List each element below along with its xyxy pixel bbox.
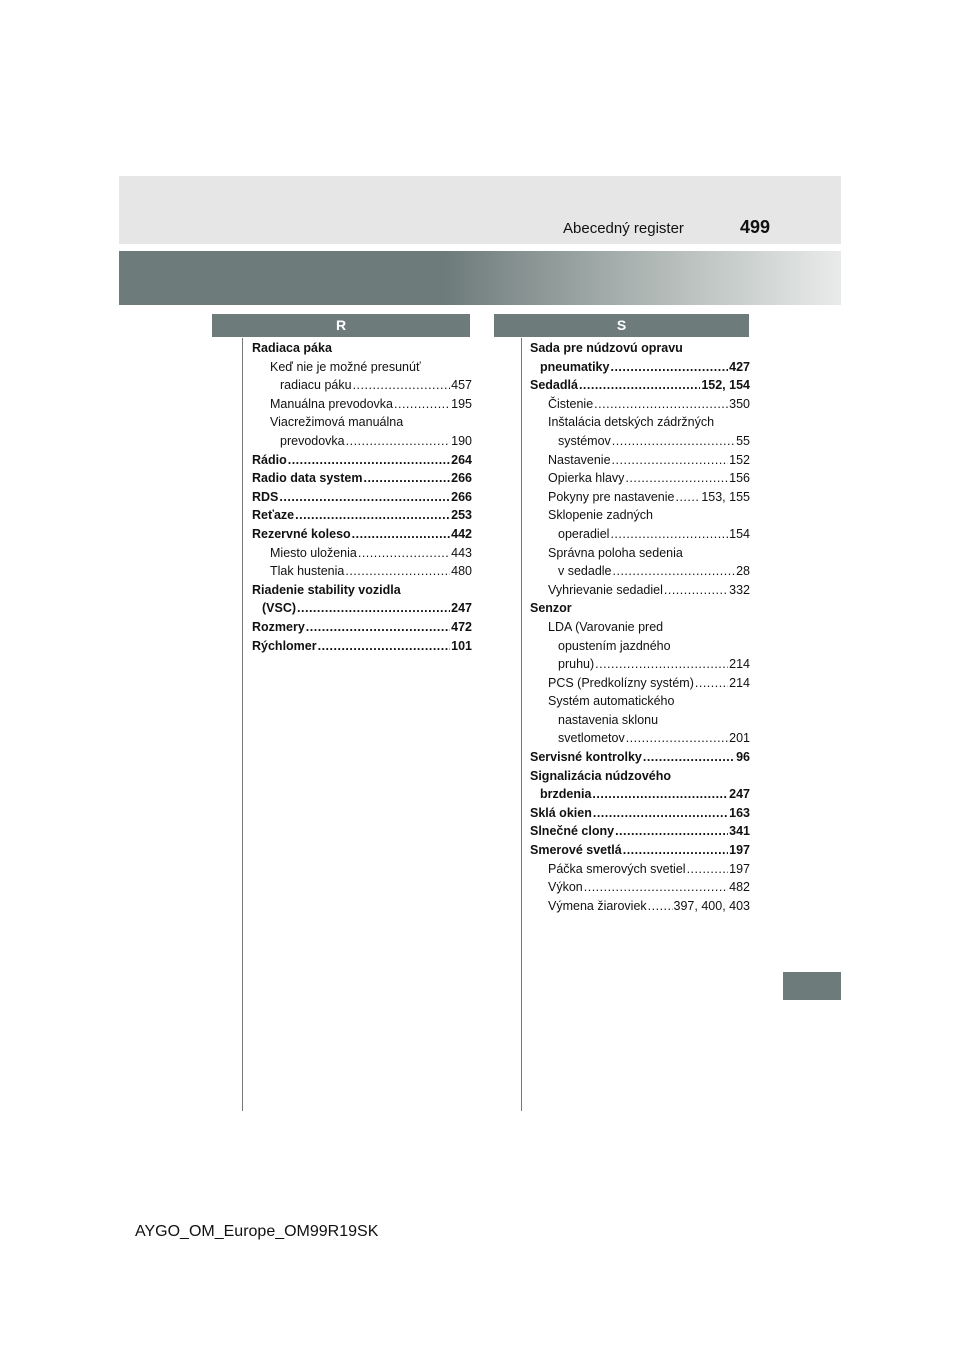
index-entry-leader: [345, 562, 450, 581]
index-entry-label: LDA (Varovanie pred: [548, 619, 664, 634]
index-entry-label: Tlak hustenia: [270, 564, 345, 579]
index-entry-label: Viacrežimová manuálna: [270, 415, 404, 430]
index-entry: [252, 506, 472, 525]
index-entry-label: Výkon: [548, 880, 583, 895]
index-entry-label: Nastavenie: [548, 452, 611, 467]
index-entry-pages: 442: [451, 526, 472, 541]
index-entry-leader: [613, 562, 736, 581]
index-entry-label: radiacu páku: [280, 378, 352, 393]
index-entry-label: brzdenia: [540, 787, 592, 802]
index-entry: [530, 544, 750, 563]
index-entry-leader: [675, 488, 700, 507]
index-entry-label: pneumatiky: [540, 359, 610, 374]
section-header-r: R: [212, 314, 470, 337]
index-entry-label: prevodovka: [280, 433, 345, 448]
index-entry-pages: 472: [451, 619, 472, 634]
index-column-r: [252, 339, 472, 655]
index-entry-pages: 214: [729, 675, 750, 690]
index-entry: [530, 581, 750, 600]
index-entry-pages: 55: [736, 433, 750, 448]
index-entry-pages: 247: [451, 601, 472, 616]
index-entry: [530, 395, 750, 414]
index-entry-leader: [352, 525, 450, 544]
page-number: 499: [740, 217, 771, 237]
index-entry-pages: 341: [729, 824, 750, 839]
index-entry: [530, 358, 750, 377]
decorative-gradient-band: [119, 251, 841, 305]
index-entry-label: Miesto uloženia: [270, 545, 357, 560]
index-entry: [252, 451, 472, 470]
index-entry-label: PCS (Predkolízny systém): [548, 675, 694, 690]
index-entry-pages: 190: [451, 433, 472, 448]
index-entry: [530, 748, 750, 767]
index-entry-leader: [288, 451, 450, 470]
index-entry-label: nastavenia sklonu: [558, 712, 659, 727]
index-entry: [530, 674, 750, 693]
index-entry-leader: [610, 358, 728, 377]
index-entry-label: Radio data system: [252, 471, 363, 486]
index-entry-pages: 197: [729, 861, 750, 876]
index-entry: [530, 841, 750, 860]
index-entry: [530, 451, 750, 470]
index-entry: [252, 469, 472, 488]
index-entry-leader: [295, 506, 450, 525]
index-entry-leader: [394, 395, 450, 414]
index-entry-label: Reťaze: [252, 508, 295, 523]
index-entry-leader: [363, 469, 450, 488]
index-entry-label: Keď nie je možné presunúť: [270, 359, 421, 374]
index-entry-leader: [648, 897, 673, 916]
column-divider-left: [242, 338, 243, 1111]
index-entry: [530, 506, 750, 525]
index-entry-leader: [353, 376, 451, 395]
index-entry: [252, 376, 472, 395]
index-entry-label: Signalizácia núdzového: [530, 768, 671, 783]
index-entry-label: Senzor: [530, 601, 572, 616]
column-divider-right: [521, 338, 522, 1111]
index-entry-label: Rezervné koleso: [252, 526, 351, 541]
index-column-s: [530, 339, 750, 915]
index-entry-label: Rýchlomer: [252, 638, 317, 653]
index-entry-pages: 101: [451, 638, 472, 653]
index-entry: [252, 339, 472, 358]
index-entry: [252, 525, 472, 544]
index-entry-label: RDS: [252, 489, 279, 504]
index-entry: [252, 544, 472, 563]
index-entry-leader: [626, 729, 728, 748]
index-entry-leader: [358, 544, 450, 563]
index-entry: [252, 562, 472, 581]
index-entry-leader: [346, 432, 451, 451]
index-entry-leader: [592, 785, 728, 804]
index-entry-label: Čistenie: [548, 396, 594, 411]
index-entry-label: Páčka smerových svetiel: [548, 861, 686, 876]
index-entry-pages: 197: [729, 843, 750, 858]
index-entry-label: v sedadle: [558, 564, 612, 579]
index-entry-label: Servisné kontrolky: [530, 750, 642, 765]
index-entry-pages: 266: [451, 471, 472, 486]
index-entry-leader: [625, 469, 728, 488]
index-entry-pages: 152: [729, 452, 750, 467]
index-entry-label: Výmena žiaroviek: [548, 898, 647, 913]
index-entry: [252, 358, 472, 377]
index-entry: [530, 729, 750, 748]
index-entry-pages: 163: [729, 805, 750, 820]
index-entry-label: Správna poloha sedenia: [548, 545, 683, 560]
index-entry-leader: [584, 878, 728, 897]
index-entry-leader: [610, 525, 728, 544]
index-entry-leader: [279, 488, 450, 507]
index-entry-leader: [664, 581, 728, 600]
index-entry-leader: [612, 432, 735, 451]
index-entry-label: Sklopenie zadných: [548, 508, 653, 523]
index-entry-pages: 266: [451, 489, 472, 504]
index-entry: [530, 618, 750, 637]
index-entry-label: Rozmery: [252, 619, 305, 634]
index-entry: [252, 413, 472, 432]
index-entry-label: Sklá okien: [530, 805, 592, 820]
section-header-s: S: [494, 314, 749, 337]
index-entry-label: Pokyny pre nastavenie: [548, 489, 675, 504]
index-entry: [252, 637, 472, 656]
index-entry: [530, 767, 750, 786]
index-entry-pages: 480: [451, 564, 472, 579]
index-entry: [530, 488, 750, 507]
index-entry-leader: [687, 860, 729, 879]
index-entry: [530, 804, 750, 823]
index-entry-label: Sedadlá: [530, 378, 578, 393]
index-entry: [530, 655, 750, 674]
index-entry-leader: [579, 376, 700, 395]
index-entry-leader: [318, 637, 451, 656]
index-entry-label: (VSC): [262, 601, 297, 616]
index-entry-pages: 96: [736, 750, 750, 765]
index-entry-label: opustením jazdného: [558, 638, 671, 653]
index-entry-leader: [695, 674, 728, 693]
index-entry-label: systémov: [558, 433, 611, 448]
index-entry: [530, 897, 750, 916]
index-entry-label: Vyhrievanie sedadiel: [548, 582, 663, 597]
index-entry-leader: [594, 395, 728, 414]
index-entry-label: Rádio: [252, 452, 287, 467]
index-entry: [252, 599, 472, 618]
index-entry-label: Systém automatického: [548, 694, 675, 709]
index-entry-pages: 482: [729, 880, 750, 895]
index-entry-label: Radiaca páka: [252, 341, 332, 355]
index-entry: [530, 562, 750, 581]
index-entry-leader: [612, 451, 729, 470]
index-entry: [252, 618, 472, 637]
index-entry-leader: [623, 841, 728, 860]
index-entry-label: Opierka hlavy: [548, 471, 625, 486]
section-side-tab: [783, 972, 841, 1000]
index-entry-pages: 154: [729, 526, 750, 541]
index-entry-pages: 28: [736, 564, 750, 579]
index-entry-leader: [595, 655, 728, 674]
index-entry-pages: 427: [729, 359, 750, 374]
index-entry: [252, 581, 472, 600]
document-code: AYGO_OM_Europe_OM99R19SK: [135, 1223, 379, 1240]
index-entry: [252, 488, 472, 507]
index-entry-pages: 201: [729, 731, 750, 746]
index-entry-label: Slnečné clony: [530, 824, 615, 839]
index-entry-label: Inštalácia detských zádržných: [548, 415, 715, 430]
index-entry-pages: 457: [451, 378, 472, 393]
index-entry-pages: 397, 400, 403: [673, 898, 750, 913]
index-entry: [530, 878, 750, 897]
index-entry-label: Riadenie stability vozidla: [252, 582, 401, 597]
index-entry: [530, 599, 750, 618]
index-entry: [252, 395, 472, 414]
index-entry: [252, 432, 472, 451]
index-entry-pages: 156: [729, 471, 750, 486]
index-entry: [530, 822, 750, 841]
index-entry-leader: [593, 804, 728, 823]
index-entry: [530, 525, 750, 544]
index-entry-pages: 253: [451, 508, 472, 523]
index-entry: [530, 692, 750, 711]
index-entry: [530, 413, 750, 432]
index-entry-pages: 443: [451, 545, 472, 560]
index-entry: [530, 860, 750, 879]
index-entry-leader: [306, 618, 450, 637]
index-entry: [530, 637, 750, 656]
index-entry-label: Sada pre núdzovú opravu: [530, 341, 683, 355]
index-entry-pages: 264: [451, 452, 472, 467]
index-entry: [530, 469, 750, 488]
index-entry-pages: 195: [451, 396, 472, 411]
index-entry-leader: [643, 748, 735, 767]
index-entry-pages: 332: [729, 582, 750, 597]
index-entry-leader: [297, 599, 450, 618]
index-entry: [530, 339, 750, 358]
index-entry-label: Manuálna prevodovka: [270, 396, 393, 411]
index-entry-pages: 247: [729, 787, 750, 802]
index-entry: [530, 432, 750, 451]
page-title: Abecedný register: [563, 220, 684, 237]
index-entry-pages: 350: [729, 396, 750, 411]
index-entry: [530, 711, 750, 730]
index-entry-pages: 152, 154: [701, 378, 750, 393]
header-band: [119, 176, 841, 244]
index-entry-pages: 214: [729, 657, 750, 672]
index-entry-label: Smerové svetlá: [530, 843, 622, 858]
index-entry: [530, 785, 750, 804]
index-entry-leader: [615, 822, 728, 841]
index-entry-pages: 153, 155: [701, 489, 750, 504]
index-entry: [530, 376, 750, 395]
index-entry-label: pruhu): [558, 657, 595, 672]
index-entry-label: operadiel: [558, 526, 610, 541]
index-entry-label: svetlometov: [558, 731, 625, 746]
